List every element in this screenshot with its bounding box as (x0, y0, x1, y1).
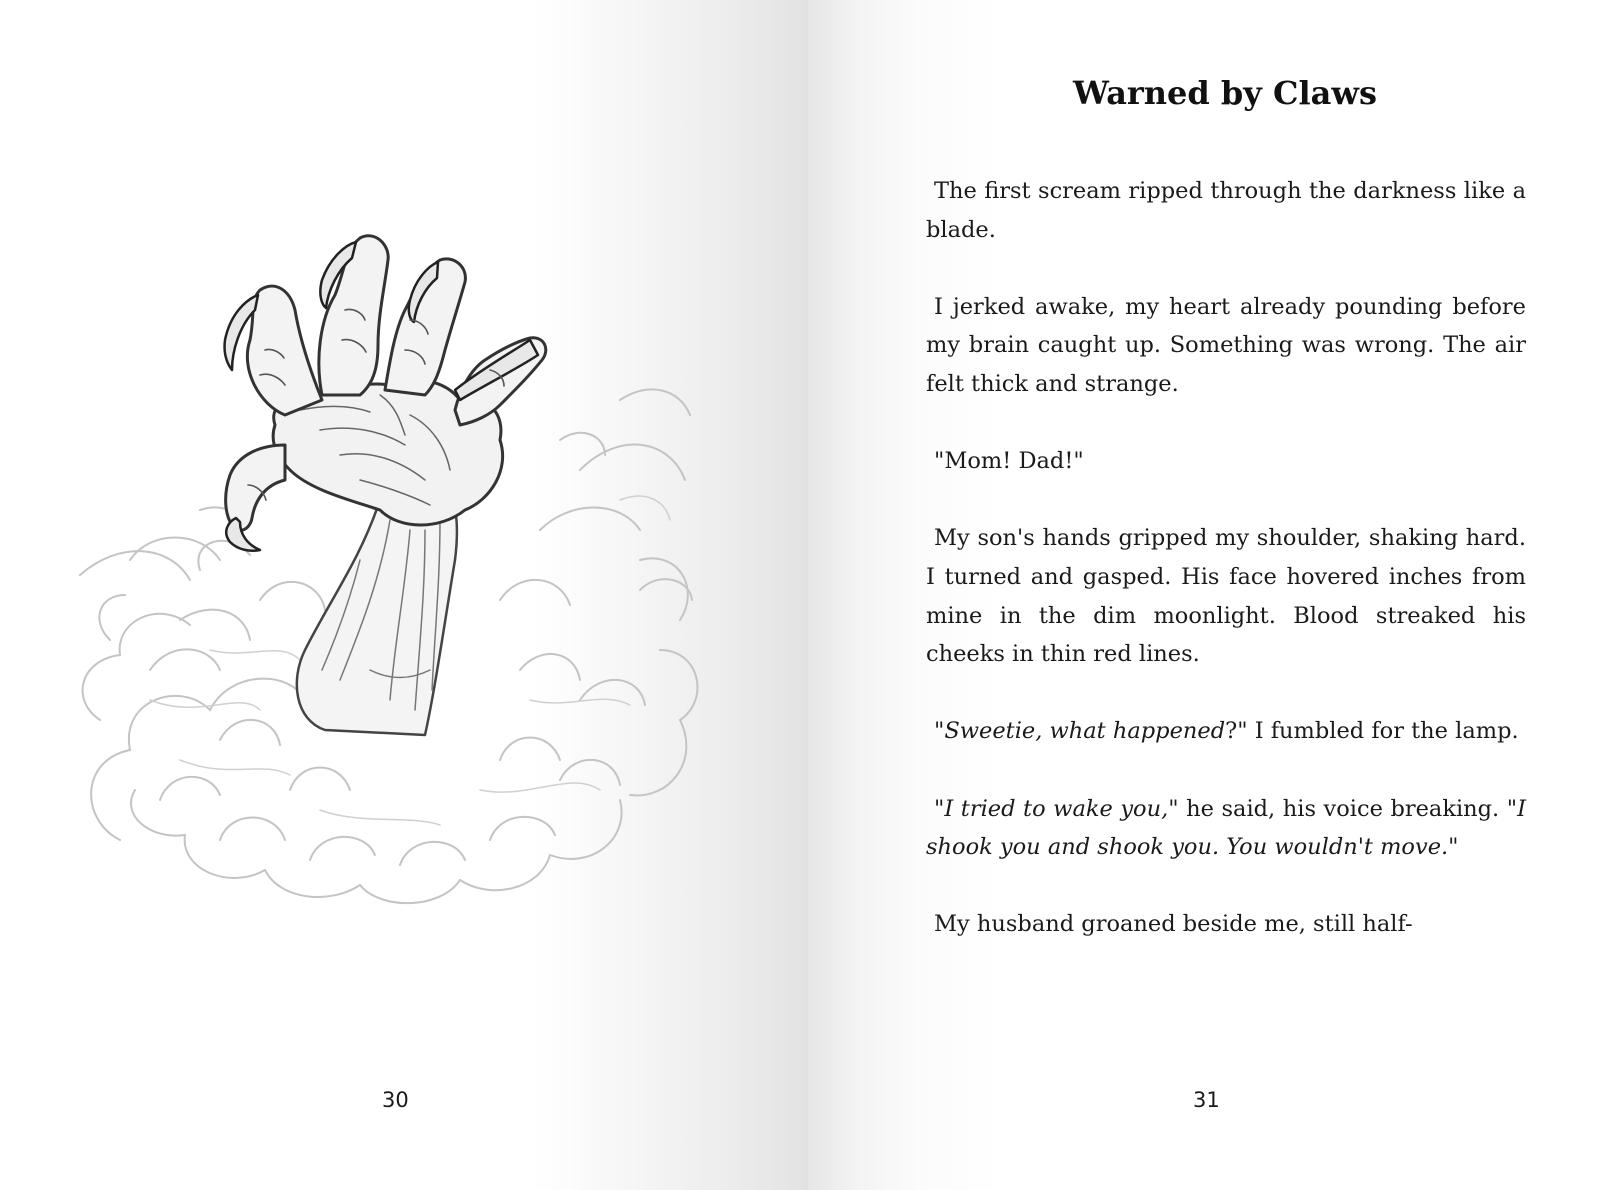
page-number-left: 30 (382, 1088, 409, 1112)
p6-open-quote: " (934, 795, 945, 822)
paragraph-4: My son's hands gripped my shoulder, shaking hard. I turned and gasped. His face hovered inches from mine in the dim moonlight. Blood streaked his cheeks in thin red lines. (926, 525, 1526, 668)
p6-italic-1: I tried to wake you, (944, 795, 1169, 822)
paragraph-5 (926, 712, 1526, 751)
p5-italic: Sweetie, what happened (944, 718, 1226, 745)
p5-open-quote: " (934, 718, 945, 745)
chapter-title: Warned by Claws (1073, 74, 1377, 112)
p5-rest: ?" I fumbled for the lamp. (1225, 718, 1519, 745)
p6-close-quote: " (1448, 834, 1459, 861)
claw-hand-illustration (60, 200, 720, 940)
chapter-body (926, 172, 1526, 944)
paragraph-7: My husband groaned beside me, still half- (934, 911, 1413, 938)
p6-mid: " he said, his voice breaking. " (1168, 795, 1518, 822)
paragraph-3: "Mom! Dad!" (934, 448, 1084, 475)
page-number-right: 31 (1193, 1088, 1220, 1112)
paragraph-6 (926, 790, 1526, 867)
p6-italic-2: I shook you and shook you. You wouldn't move. (926, 795, 1526, 861)
paragraph-1: The first scream ripped through the darkness like a blade. (926, 178, 1526, 243)
paragraph-2: I jerked awake, my heart already pounding before my brain caught up. Something was wrong. The air felt thick and strange. (926, 293, 1526, 397)
